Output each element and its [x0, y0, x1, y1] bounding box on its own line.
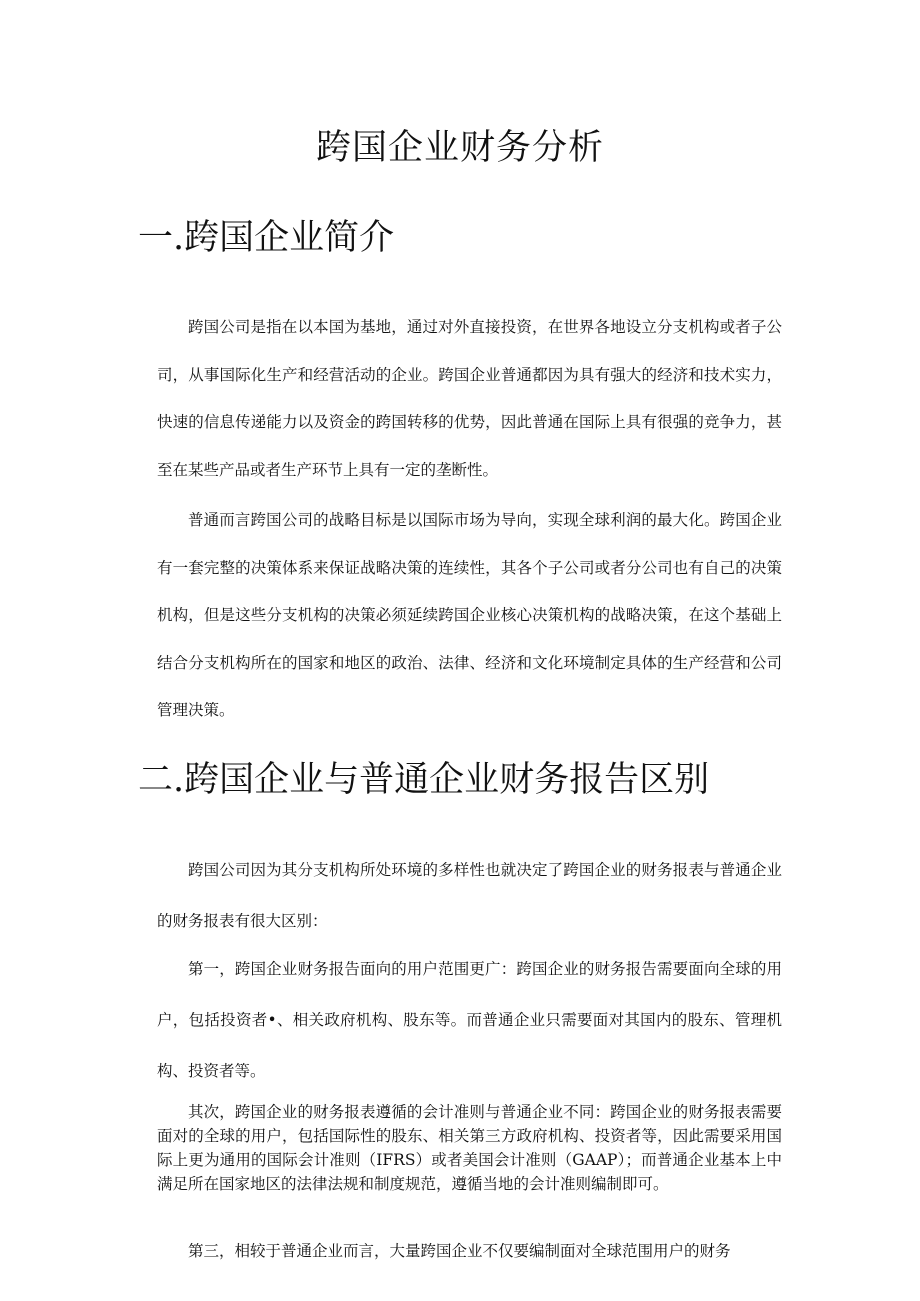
document-title: 跨国企业财务分析	[315, 128, 604, 168]
section-heading-differences: 二.跨国企业与普通企业财务报告区别	[138, 760, 710, 800]
section-heading-intro: 一.跨国企业简介	[138, 218, 395, 258]
paragraph-point-first: 第一，跨国企业财务报告面向的用户范围更广：跨国企业的财务报告需要面向全球的用户，包括投资者•、相关政府机构、股东等。而普通企业只需要面对其国内的股东、管理机构、投资者等。	[157, 960, 782, 1080]
paragraph-differences-intro: 跨国公司因为其分支机构所处环境的多样性也就决定了跨国企业的财务报表与普通企业的财务报表有很大区别：	[157, 861, 782, 930]
paragraph-definition: 跨国公司是指在以本国为基地，通过对外直接投资，在世界各地设立分支机构或者子公司，从事国际化生产和经营活动的企业。跨国企业普通都因为具有强大的经济和技术实力，快速的信息传递能力以及资金的跨国转移的优势，因此普通在国际上具有很强的竞争力，甚至在某些产品或者生产环节上具有一定的垄断性。	[157, 318, 782, 479]
paragraph-point-third: 第三，相较于普通企业而言，大量跨国企业不仅要编制面对全球范围用户的财务	[188, 1242, 731, 1260]
paragraph-point-second: 其次，跨国企业的财务报表遵循的会计准则与普通企业不同：跨国企业的财务报表需要面对的全球的用户，包括国际性的股东、相关第三方政府机构、投资者等，因此需要采用国际上更为通用的国际会计准则（IFRS）或者美国会计准则（GAAP）；而普通企业基本上中满足所在国家地区的法律法规和制度规范，遵循当地的会计准则编制即可。	[157, 1103, 782, 1193]
paragraph-strategy: 普通而言跨国公司的战略目标是以国际市场为导向，实现全球利润的最大化。跨国企业有一套完整的决策体系来保证战略决策的连续性，其各个子公司或者分公司也有自己的决策机构，但是这些分支机构的决策必须延续跨国企业核心决策机构的战略决策，在这个基础上结合分支机构所在的国家和地区的政治、法律、经济和文化环境制定具体的生产经营和公司管理决策。	[157, 511, 782, 719]
